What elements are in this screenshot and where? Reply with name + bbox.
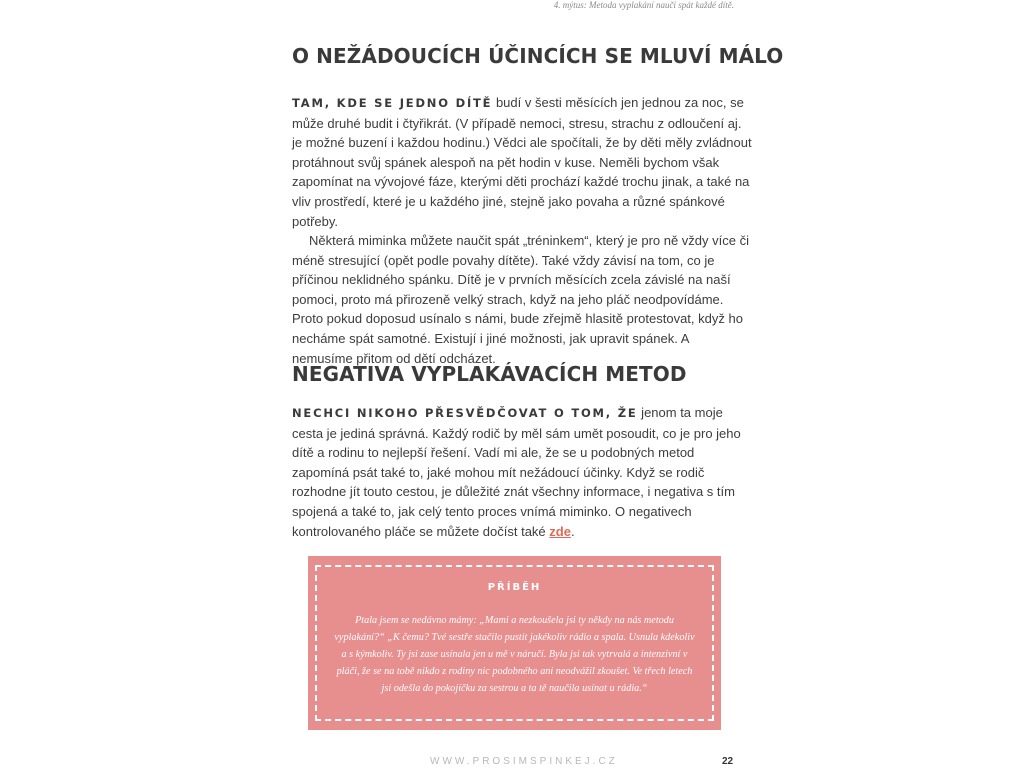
paragraph-3-lead: NECHCI NIKOHO PŘESVĚDČOVAT O TOM, ŽE bbox=[292, 406, 638, 420]
footer-website-url: WWW.PROSIMSPINKEJ.CZ bbox=[430, 756, 618, 767]
paragraph-1-text: budí v šesti měsících jen jednou za noc, se může druhé budit i čtyřikrát. (V případě nemoci, stresu, strachu z odloučení aj. je možné buzení i každou hodinu.) Vědci ale spočítali, že by děti měly zvládnout protáhnout svůj spánek alespoň na pět hodin v kuse. Neměli bychom však zapomínat na vývojové fáze, kterými děti prochází každé trochu jinak, a také na vliv prostředí, které je u každého jiné, stejně jako povaha a různé spánkové potřeby. bbox=[292, 95, 752, 229]
paragraph-3-end: . bbox=[570, 523, 575, 539]
paragraph-3-text: jenom ta moje cesta je jediná správná. Každý rodič by měl sám umět posoudit, co je pro jeho dítě a rodinu to nejlepší řešení. Vadí mi ale, že se u podobných metod zapomíná psát také to, jaké mohou mít nežádoucí účinky. Když se rodič rozhodne jít touto cestou, je důležité znát všechny informace, i negativa s tím spojená a také to, jak celý tento proces vnímá miminko. O negativech kontrolovaného pláče se můžete dočíst také bbox=[292, 405, 741, 539]
story-text: Ptala jsem se nedávno mámy: „Mami a nezkoušela jsi ty někdy na nás metodu vyplakání?“ „K čemu? Tvé sestře stačilo pustit jakékoliv rádio a spala. Usnula kdekoliv a s kýmkoliv. Ty jsi zase usínala jen u mě v náručí. Byla jsi tak vytrvalá a intenzivní v pláči, že se na tobě nikdo z rodiny nic podobného ani neodvážil zkoušet. Ve třech letech jsi odešla do pokojíčku za sestrou a ta tě naučila usínat u rádia.“ bbox=[334, 615, 695, 694]
source-link[interactable]: zde bbox=[549, 523, 571, 539]
paragraph-2: Některá miminka můžete naučit spát „tréninkem“, který je pro ně vždy více či méně stresující (opět podle povahy dítěte). Také vždy závisí na tom, co je příčinou neklidného spánku. Dítě je v prvních měsících zcela závislé na naší pomoci, proto má přirozeně velký strach, když na jeho pláč neodpovídáme. Proto pokud doposud usínalo s námi, bude zřejmě hlasitě protestovat, když ho necháme spát samotné. Existují i jiné možnosti, jak upravit spánek. A nemusíme přitom od dětí odcházet. bbox=[292, 233, 749, 366]
running-header: 4. mýtus: Metoda vyplakání naučí spát každé dítě. bbox=[553, 0, 734, 10]
paragraph-1 bbox=[292, 93, 752, 231]
paragraph-1-lead: TAM, KDE SE JEDNO DÍTĚ bbox=[292, 96, 493, 110]
page-number: 22 bbox=[722, 756, 734, 767]
story-box bbox=[308, 556, 721, 730]
paragraph-3 bbox=[292, 403, 752, 541]
story-title: PŘÍBĚH bbox=[487, 582, 542, 593]
section-heading-side-effects: O NEŽÁDOUCÍCH ÚČINCÍCH SE MLUVÍ MÁLO bbox=[292, 44, 784, 68]
section-heading-negatives: NEGATIVA VYPLAKÁVACÍCH METOD bbox=[292, 362, 687, 386]
